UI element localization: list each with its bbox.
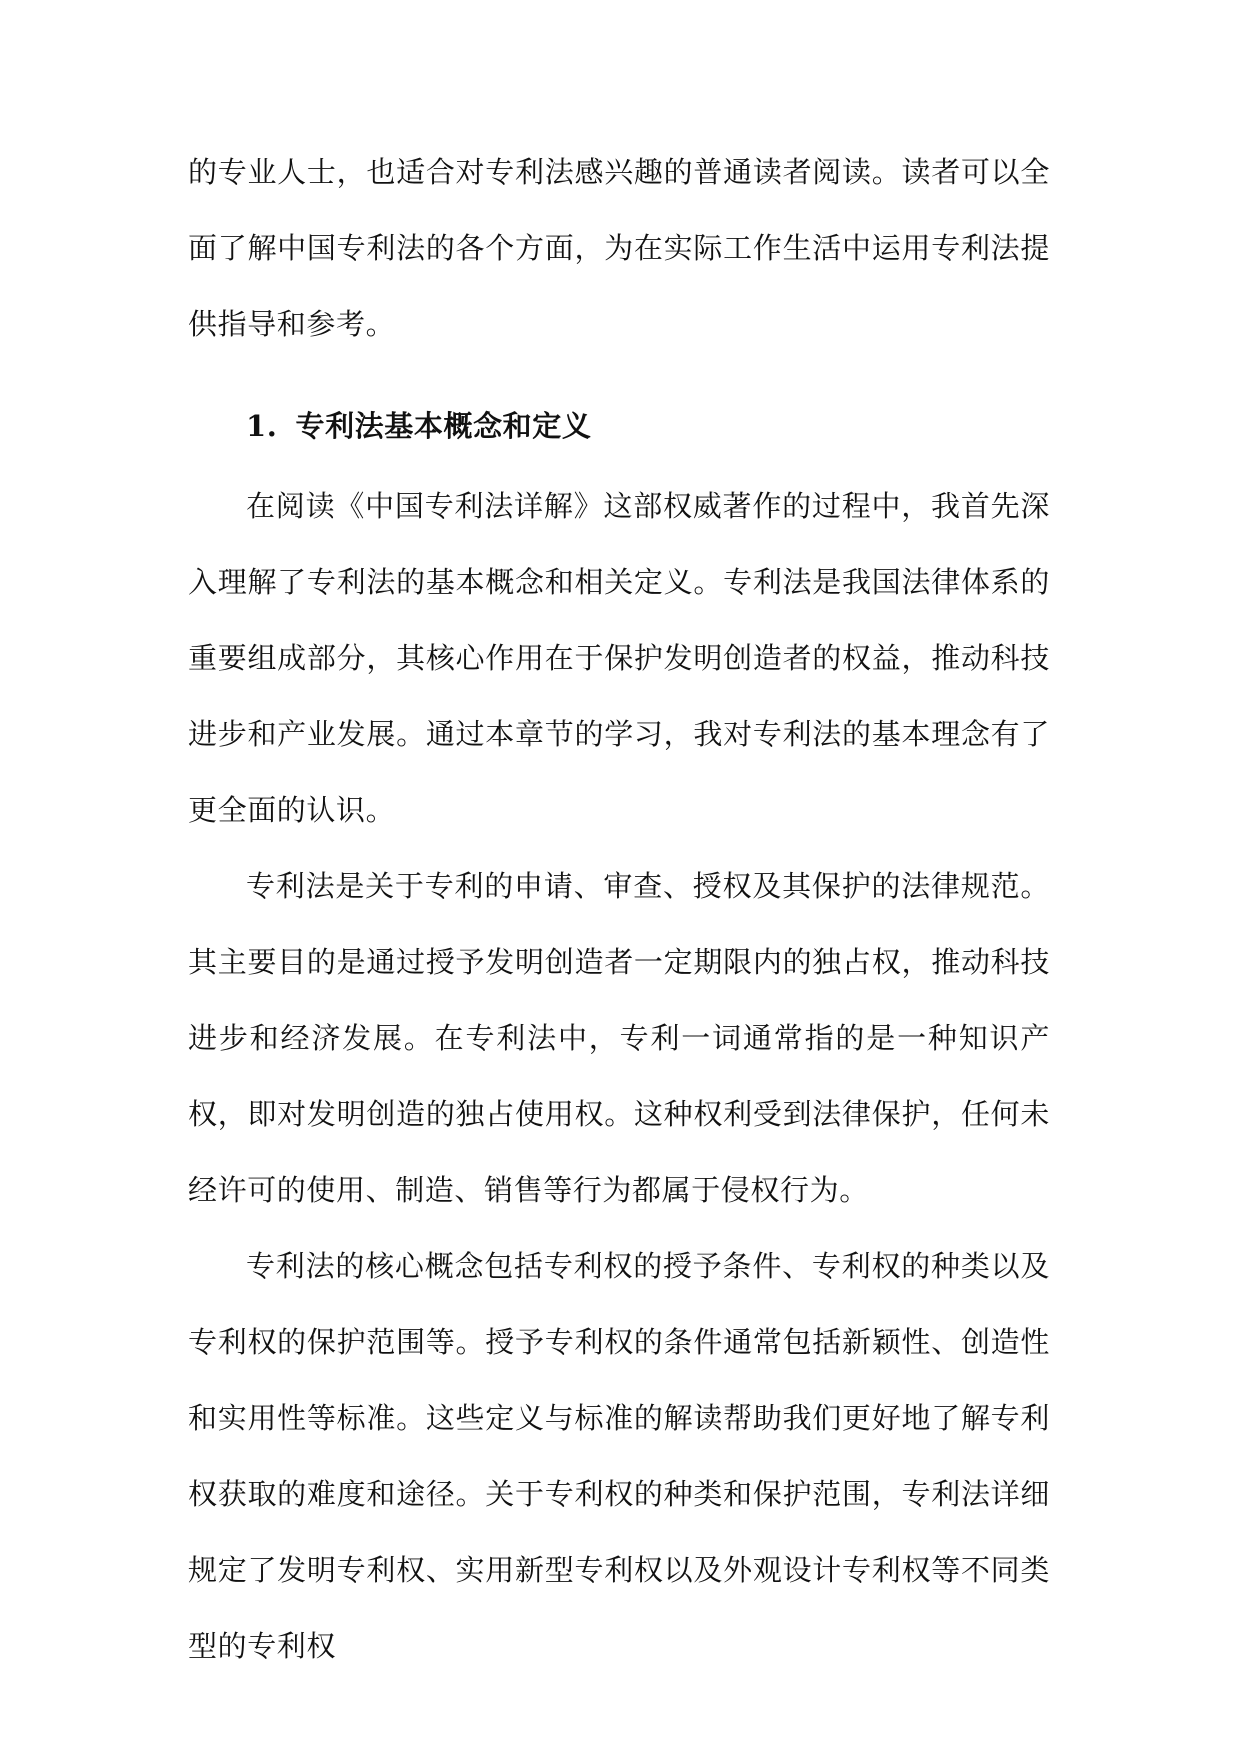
body-paragraph: 在阅读《中国专利法详解》这部权威著作的过程中，我首先深入理解了专利法的基本概念和相关定义。专利法是我国法律体系的重要组成部分，其核心作用在于保护发明创造者的权益，推动科技进步和产业发展。通过本章节的学习，我对专利法的基本理念有了更全面的认识。: [188, 489, 1050, 827]
body-paragraph: 专利法的核心概念包括专利权的授予条件、专利权的种类以及专利权的保护范围等。授予专利权的条件通常包括新颖性、创造性和实用性等标准。这些定义与标准的解读帮助我们更好地了解专利权获取的难度和途径。关于专利权的种类和保护范围，专利法详细规定了发明专利权、实用新型专利权以及外观设计专利权等不同类型的专利权: [188, 1249, 1050, 1663]
section-body: [188, 468, 1050, 1684]
intro-paragraph-container: [188, 134, 1050, 362]
intro-paragraph: 的专业人士，也适合对专利法感兴趣的普通读者阅读。读者可以全面了解中国专利法的各个方面，为在实际工作生活中运用专利法提供指导和参考。: [188, 155, 1050, 341]
body-paragraph: 专利法是关于专利的申请、审查、授权及其保护的法律规范。其主要目的是通过授予发明创造者一定期限内的独占权，推动科技进步和经济发展。在专利法中，专利一词通常指的是一种知识产权，即对发明创造的独占使用权。这种权利受到法律保护，任何未经许可的使用、制造、销售等行为都属于侵权行为。: [188, 869, 1050, 1207]
section-title: 专利法基本概念和定义: [295, 409, 592, 443]
section-heading: [246, 396, 592, 456]
section-number: 1.: [246, 409, 278, 443]
